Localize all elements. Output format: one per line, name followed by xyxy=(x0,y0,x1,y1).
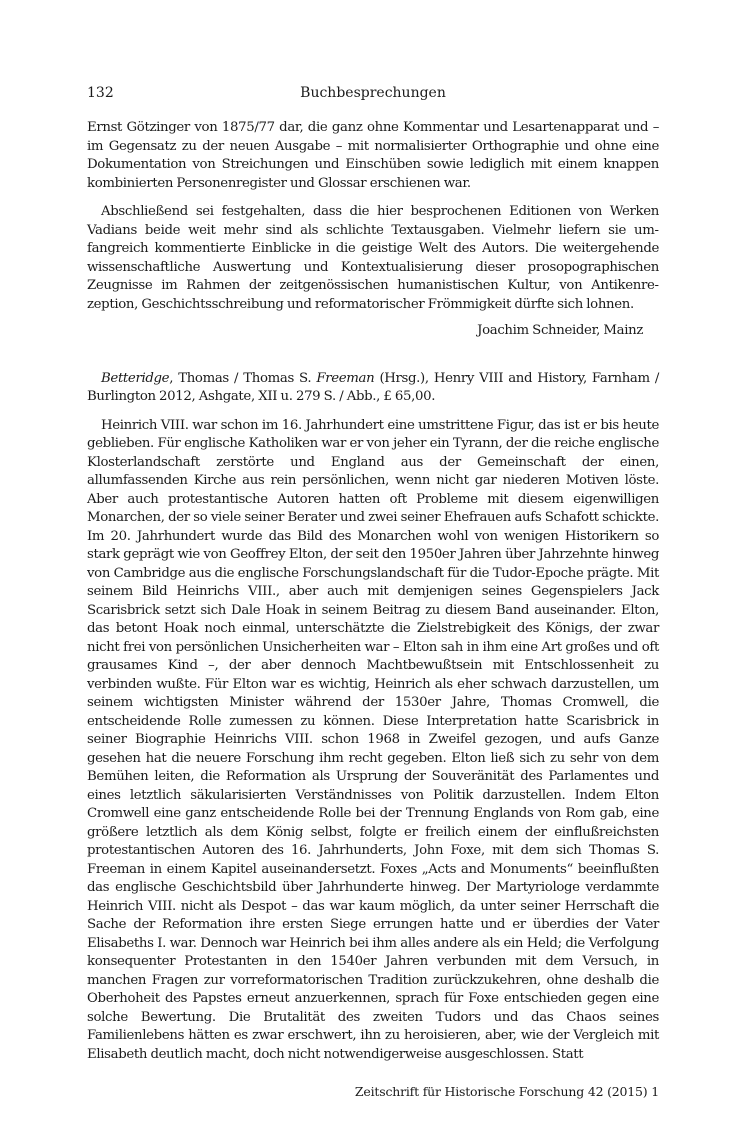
citation-connector: , Thomas / Thomas S. xyxy=(169,370,317,386)
running-header xyxy=(87,83,659,103)
reviewer-signature: Joachim Schneider, Mainz xyxy=(477,323,643,338)
review-body-paragraph: Heinrich VIII. war schon im 16. Jahrhundert eine umstrittene Figur, das ist er bis heute geblieben. Für englische Katholiken war er von jeher ein Tyrann, der die reiche englische Klosterlandschaft zerstörte und England aus der Gemeinschaft der einen, allumfassenden Kirche aus rein persönlichen, wenn nicht gar niederen Motiven löste. Aber auch protestantische Autoren hatten oft Probleme mit diesem eigenwilligen Monarchen, der so viele seiner Berater und zwei seiner Ehefrauen aufs Schafott schickte. Im 20. Jahrhundert wurde das Bild des Monarchen wohl von wenigen Historikern so stark geprägt wie von Geoffrey Elton, der seit den 1950er Jahren über Jahrzehnte hinweg von Cambridge aus die englische Forschungslandschaft für die Tudor-Epoche prägte. Mit seinem Bild Heinrichs VIII., aber auch mit demjenigen seines Gegenspielers Jack Scarisbrick setzt sich Dale Hoak in seinem Beitrag zu diesem Band auseinander. Elton, das betont Hoak noch einmal, unterschätzte die Zielstrebigkeit des Königs, der zwar nicht frei von persönlichen Unsicherheiten war – Elton sah in ihm eine Art großes und oft grausames Kind –, der aber dennoch Machtbewußtsein mit Entschlossenheit zu verbinden wußte. Für Elton war es wichtig, Heinrich als eher schwach darzustellen, um seinem wichtigsten Minister während der 1530er Jahre, Thomas Cromwell, die entscheidende Rolle zumessen zu können. Diese Interpretation hatte Scarisbrick in seiner Biographie Heinrichs VIII. schon 1968 in Zweifel gezogen, und aufs Ganze gesehen hat die neuere Forschung ihm recht gegeben. Elton ließ sich zu sehr von dem Bemühen leiten, die Reformation als Ursprung der Souveränität des Parlamentes und eines letztlich säkularisierten Verständnisses von Politik darzustellen. Indem Elton Cromwell eine ganz entscheidende Rolle bei der Trennung Englands von Rom gab, eine größere letztlich als dem König selbst, folgte er freilich einem der einflußreichsten protestantischen Autoren des 16. Jahrhunderts, John Foxe, mit dem sich Thomas S. Freeman in einem Kapitel auseinandersetzt. Foxes „Acts and Monuments“ beeinflußten das englische Geschichtsbild über Jahrhunderte hinweg. Der Martyriologe verdammte Heinrich VIII. nicht als Despot – das war kaum möglich, da unter seiner Herrschaft die Sache der Reformation ihre ersten Siege errungen hatte und er überdies der Vater Elisabeths I. war. Dennoch war Heinrich bei ihm alles andere als ein Held; die Verfolgung konsequenter Protestanten in den 1540er Jahren verbunden mit dem Versuch, in manchen Fragen zur vorreformatorischen Tradition zurückzukehren, ohne deshalb die Oberhoheit des Papstes erneut anzuerkennen, sprach für Foxe entschieden gegen eine solche Bewertung. Die Brutalität des zweiten Tudors und das Chaos seines Familienlebens hätten es zwar erschwert, ihn zu heroisieren, aber, wie der Vergleich mit Elisabeth deutlich macht, doch nicht notwendigerweise ausgeschlossen. Statt xyxy=(87,417,659,1062)
citation-author-2: Freeman xyxy=(316,370,375,386)
citation-details: (Hrsg.), Henry VIII and History, Farnham / Burlington 2012, Ashgate, XII u. 279 S. / Abb., £ 65,00. xyxy=(87,370,660,404)
journal-footer: Zeitschrift für Historische Forschung 42 (2015) 1 xyxy=(354,1084,659,1099)
review-conclusion-paragraph: Abschließend sei festgehalten, dass die hier besprochenen Editionen von Werken Vadians beide weit mehr sind als schlichte Textausgaben. Vielmehr liefern sie umfangreich kommentierte Einblicke in die geistige Welt des Autors. Die weitergehende wissenschaftliche Auswertung und Kontextualisierung dieser prosopographischen Zeugnisse im Rahmen der zeitgenössischen humanistischen Kultur, von Antikenrezeption, Geschichtsschreibung und reformatorischer Frömmigkeit dürfte sich lohnen. xyxy=(87,204,659,312)
review-end-paragraph: Ernst Götzinger von 1875/77 dar, die ganz ohne Kommentar und Lesartenapparat und – im Gegensatz zu der neuen Ausgabe – mit normalisierter Orthographie und ohne eine Dokumentation von Streichungen und Einschüben sowie lediglich mit einem knappen kombinierten Personenregister und Glossar erschienen war. xyxy=(87,120,659,191)
page-number: 132 xyxy=(87,85,114,101)
book-citation xyxy=(87,370,659,407)
running-title: Buchbesprechungen xyxy=(300,85,446,101)
citation-author-1: Betteridge xyxy=(101,370,170,386)
document-page xyxy=(87,0,659,1131)
page-body xyxy=(87,119,659,1064)
